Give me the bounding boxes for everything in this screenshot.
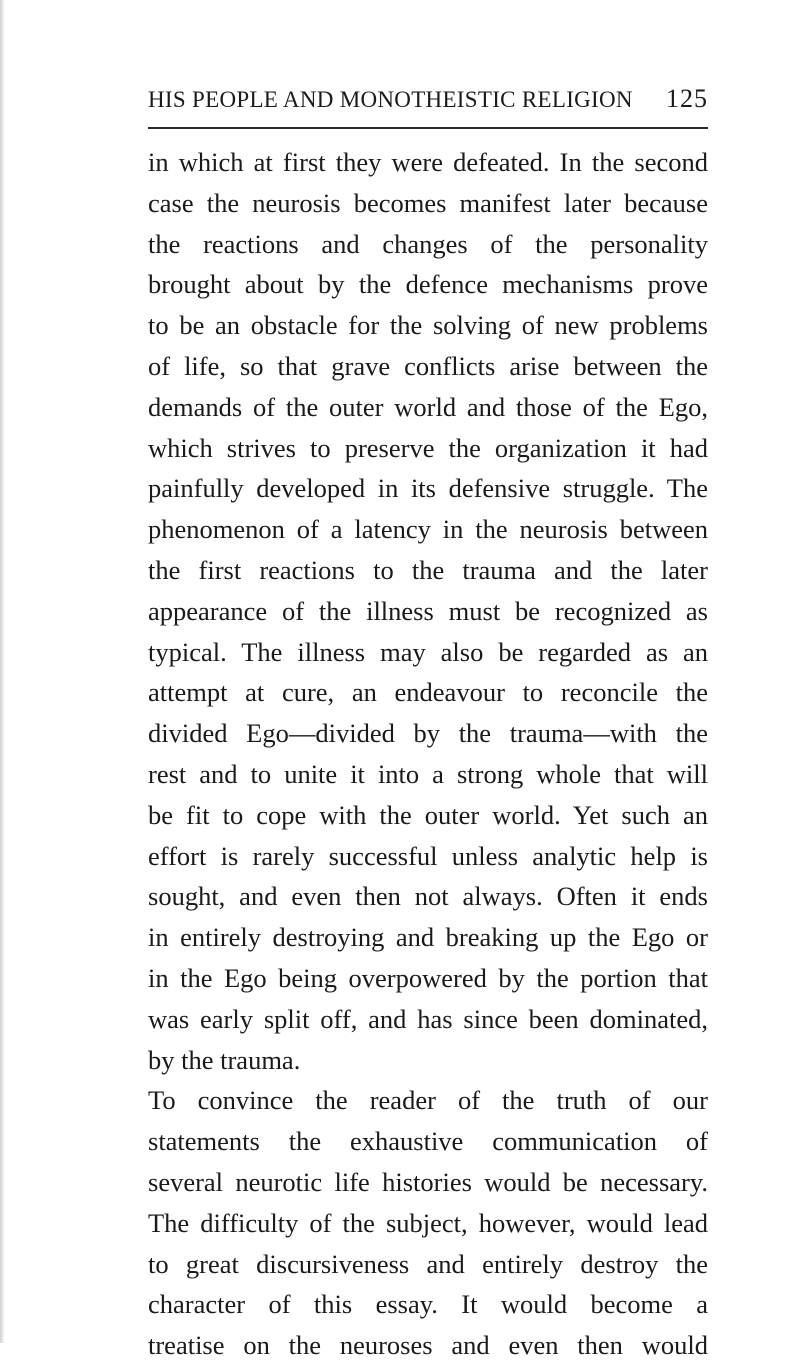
page-binding-edge	[0, 0, 4, 1343]
text-line: brought about by the defence mechanisms prove	[148, 269, 708, 300]
running-header	[148, 84, 708, 114]
text-line: character of this essay. It would become a	[148, 1289, 708, 1320]
text-line: of life, so that grave conflicts arise between the	[148, 350, 708, 381]
text-line: To convince the reader of the truth of our	[148, 1085, 708, 1116]
page-number: 125	[666, 84, 708, 113]
text-line: in which at first they were defeated. In the second	[148, 147, 708, 177]
text-line: which strives to preserve the organization it had	[148, 432, 708, 463]
text-line: in entirely destroying and breaking up the Ego or	[148, 922, 708, 953]
text-line: by the trauma.	[148, 1044, 301, 1075]
text-line: typical. The illness may also be regarded as an	[148, 636, 708, 667]
body-text	[148, 142, 708, 1366]
text-line: treatise on the neuroses and even then would	[148, 1330, 708, 1361]
text-line: the first reactions to the trauma and the later	[148, 554, 708, 585]
text-line: sought, and even then not always. Often it ends	[148, 881, 708, 912]
header-rule	[148, 127, 708, 129]
text-line: The difficulty of the subject, however, would lead	[148, 1207, 708, 1238]
running-title: HIS PEOPLE AND MONOTHEISTIC RELIGION	[148, 87, 633, 112]
text-line: in the Ego being overpowered by the portion that	[148, 962, 708, 993]
text-line: statements the exhaustive communication of	[148, 1126, 708, 1157]
text-line: effort is rarely successful unless analytic help is	[148, 840, 708, 871]
text-line: painfully developed in its defensive struggle. The	[148, 473, 708, 504]
text-line: to great discursiveness and entirely destroy the	[148, 1248, 708, 1279]
text-line: rest and to unite it into a strong whole that will	[148, 758, 708, 789]
text-line: divided Ego—divided by the trauma—with the	[148, 718, 708, 749]
text-line: to be an obstacle for the solving of new problems	[148, 310, 708, 341]
text-line: be fit to cope with the outer world. Yet such an	[148, 799, 708, 830]
text-line: was early split off, and has since been dominated,	[148, 1003, 708, 1034]
text-line: appearance of the illness must be recognized as	[148, 595, 708, 626]
text-line: the reactions and changes of the personality	[148, 228, 708, 259]
text-line: attempt at cure, an endeavour to reconcile the	[148, 677, 708, 708]
text-line: phenomenon of a latency in the neurosis between	[148, 514, 708, 545]
text-line: several neurotic life histories would be necessary.	[148, 1166, 708, 1197]
text-line: case the neurosis becomes manifest later because	[148, 187, 708, 218]
text-line: demands of the outer world and those of the Ego,	[148, 391, 708, 422]
